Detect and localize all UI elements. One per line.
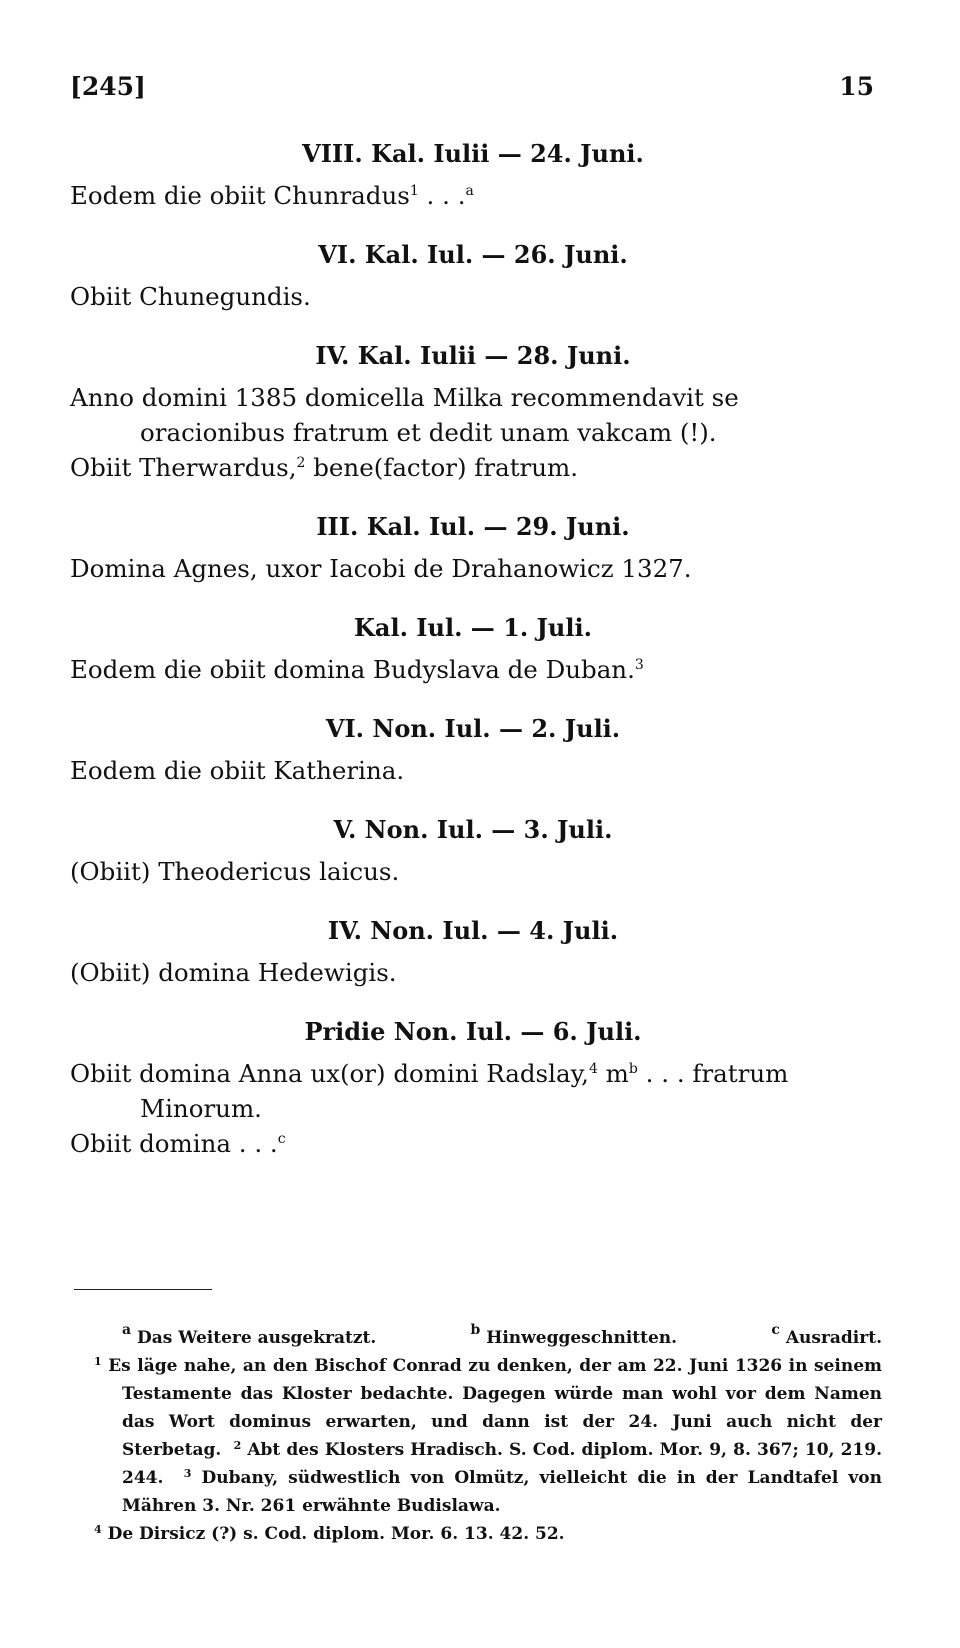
entry-line: Eodem die obiit domina Budyslava de Duban.$^3$ [70,655,644,684]
date-heading: VIII. Kal. Iulii — 24. Juni. [302,139,644,168]
footnote-a: $^a$ Das Weitere ausgekratzt. [122,1322,377,1348]
entry-line: Eodem die obiit Katherina. [70,756,405,785]
date-heading: Kal. Iul. — 1. Juli. [354,613,592,642]
date-heading: IV. Non. Iul. — 4. Juli. [327,916,619,945]
date-heading: Pridie Non. Iul. — 6. Juli. [304,1017,642,1046]
entry-line: Obiit Therwardus,$^2$ bene(factor) fratrum. [70,453,579,482]
entry-line: Obiit domina . . .$^c$ [70,1129,286,1158]
date-heading: III. Kal. Iul. — 29. Juni. [316,512,630,541]
footnote-ref: 2 [296,455,306,471]
footnote-ref: 3 [634,657,644,673]
entry-line: Obiit domina Anna ux(or) domini Radslay,$^4$ $m^b$ . . . fratrum Minorum. [70,1059,789,1123]
page-marker: [245] [70,72,146,101]
footnote-ref: c [277,1131,286,1147]
entry-line: (Obiit) Theodericus laicus. [70,857,400,886]
date-heading: V. Non. Iul. — 3. Juli. [333,815,613,844]
footnote-ref: b [628,1061,638,1077]
entry-line: Anno domini 1385 domicella Milka recommendavit se oracionibus fratrum et dedit unam vakcam (!). [70,383,739,447]
entry-line: Eodem die obiit Chunradus$^1$ . . .$^a$ [70,181,474,210]
page-number: 15 [839,72,874,101]
footnote-c: $^c$ Ausradirt. [771,1322,882,1348]
page-header [70,72,874,112]
footnote-numbered: $^4$ De Dirsicz (?) s. Cod. diplom. Mor. 6. 13. 42. 52. [94,1523,565,1544]
footnote-ref: a [465,183,474,199]
footnote-b: $^b$ Hinweggeschnitten. [470,1322,678,1348]
footnote-ref: 4 [588,1061,598,1077]
entry-line: Obiit Chunegundis. [70,282,311,311]
date-heading: VI. Non. Iul. — 2. Juli. [325,714,621,743]
entry-line: (Obiit) domina Hedewigis. [70,958,397,987]
necrology-body [70,136,876,1161]
footnote-divider [74,1289,212,1290]
footnotes [94,1324,882,1548]
date-heading: IV. Kal. Iulii — 28. Juni. [315,341,631,370]
letter-footnotes [94,1324,882,1352]
footnote-numbered: $^1$ Es läge nahe, an den Bischof Conrad zu denken, der am 22. Juni 1326 in seinem Testamente das Kloster bedachte. Dagegen würde man wohl vor dem Namen das Wort dominus erwarten, und dann ist der 24. Juni auch nicht der Sterbetag. $^2$ Abt des Klosters Hradisch. S. Cod. diplom. Mor. 9, 8. 367; 10, 219. 244. $^3$ Dubany, südwestlich von Olmütz, vielleicht die in der Landtafel von Mähren 3. Nr. 261 erwähnte Budislawa. [94,1355,883,1516]
footnote-ref: 1 [409,183,419,199]
date-heading: VI. Kal. Iul. — 26. Juni. [318,240,628,269]
entry-line: Domina Agnes, uxor Iacobi de Drahanowicz 1327. [70,554,692,583]
